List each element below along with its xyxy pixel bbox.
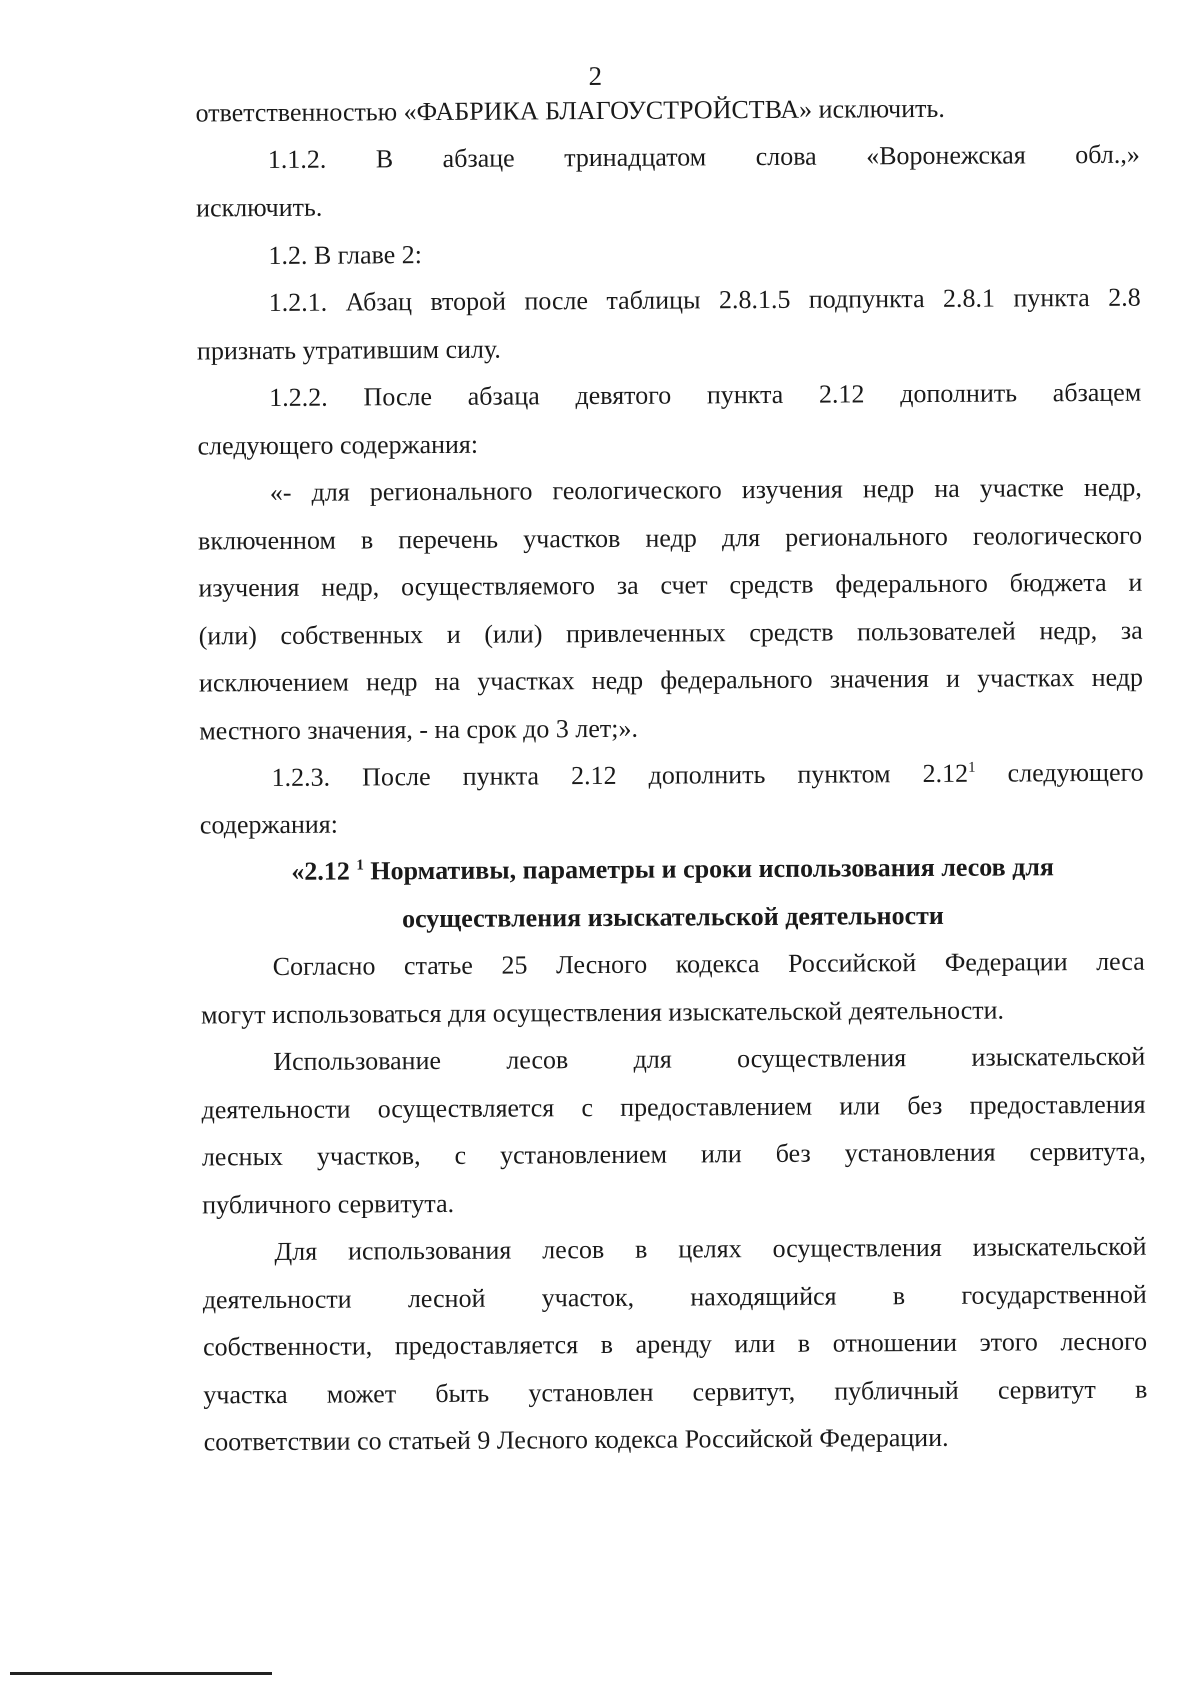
text-line: могут использоваться для осуществления изыскательской деятельности. <box>200 995 1005 1030</box>
text-line: Использование лесов для осуществления изыскательской <box>273 1041 1146 1076</box>
text-line: соответствии со статьей 9 Лесного кодекса Российской Федерации. <box>203 1422 949 1457</box>
text-line: признать утратившим силу. <box>196 334 501 366</box>
text-line: 1.1.2. В абзаце тринадцатом слова «Воронежская обл.,» <box>267 139 1140 175</box>
section-heading-line2: осуществления изыскательской деятельности <box>401 900 944 934</box>
footnote-divider <box>10 1672 272 1675</box>
text-line: местного значения, - на срок до 3 лет;». <box>199 713 639 746</box>
text-line: 1.2. В главе 2: <box>268 240 423 271</box>
text-line: исключением недр на участках недр федерального значения и участках недр <box>198 662 1144 698</box>
superscript: 1 <box>968 759 976 776</box>
text-segment: следующего <box>975 757 1144 788</box>
text-line: Для использования лесов в целях осуществления изыскательской <box>274 1231 1147 1266</box>
text-line: (или) собственных и (или) привлеченных средств пользователей недр, за <box>198 615 1143 651</box>
text-line: собственности, предоставляется в аренду или в отношении этого лесного <box>202 1326 1148 1362</box>
heading-number: «2.12 <box>291 856 357 886</box>
text-line: изучения недр, осуществляемого за счет средств федерального бюджета и <box>198 567 1143 603</box>
text-line: деятельности осуществляется с предоставлением или без предоставления <box>201 1089 1146 1125</box>
text-line: следующего содержания: <box>197 429 479 461</box>
text-line: исключить. <box>196 192 323 223</box>
text-line: ответственностью «ФАБРИКА БЛАГОУСТРОЙСТВА» исключить. <box>195 93 945 128</box>
text-line: Согласно статье 25 Лесного кодекса Российской Федерации леса <box>272 946 1145 982</box>
text-line <box>271 756 1143 795</box>
superscript: 1 <box>356 857 364 874</box>
text-line: «- для регионального геологического изучения недр на участке недр, <box>269 472 1142 508</box>
text-line: 1.2.2. После абзаца девятого пункта 2.12 дополнить абзацем <box>269 377 1142 413</box>
text-line: деятельности лесной участок, находящийся в государственной <box>202 1279 1147 1315</box>
section-heading <box>200 850 1145 890</box>
page-number: 2 <box>588 60 603 92</box>
text-line: участка может быть установлен сервитут, публичный сервитут в <box>203 1374 1148 1410</box>
text-line: 1.2.1. Абзац второй после таблицы 2.8.1.5 подпункта 2.8.1 пункта 2.8 <box>268 282 1141 318</box>
heading-text: Нормативы, параметры и сроки использования лесов для <box>363 852 1055 886</box>
text-segment: 1.2.3. После пункта 2.12 дополнить пунктом 2.12 <box>271 758 969 793</box>
text-line: содержания: <box>199 809 339 840</box>
text-line: включенном в перечень участков недр для регионального геологического <box>198 520 1143 556</box>
text-line: публичного сервитута. <box>202 1188 455 1220</box>
text-line: лесных участков, с установлением или без установления сервитута, <box>201 1136 1146 1172</box>
